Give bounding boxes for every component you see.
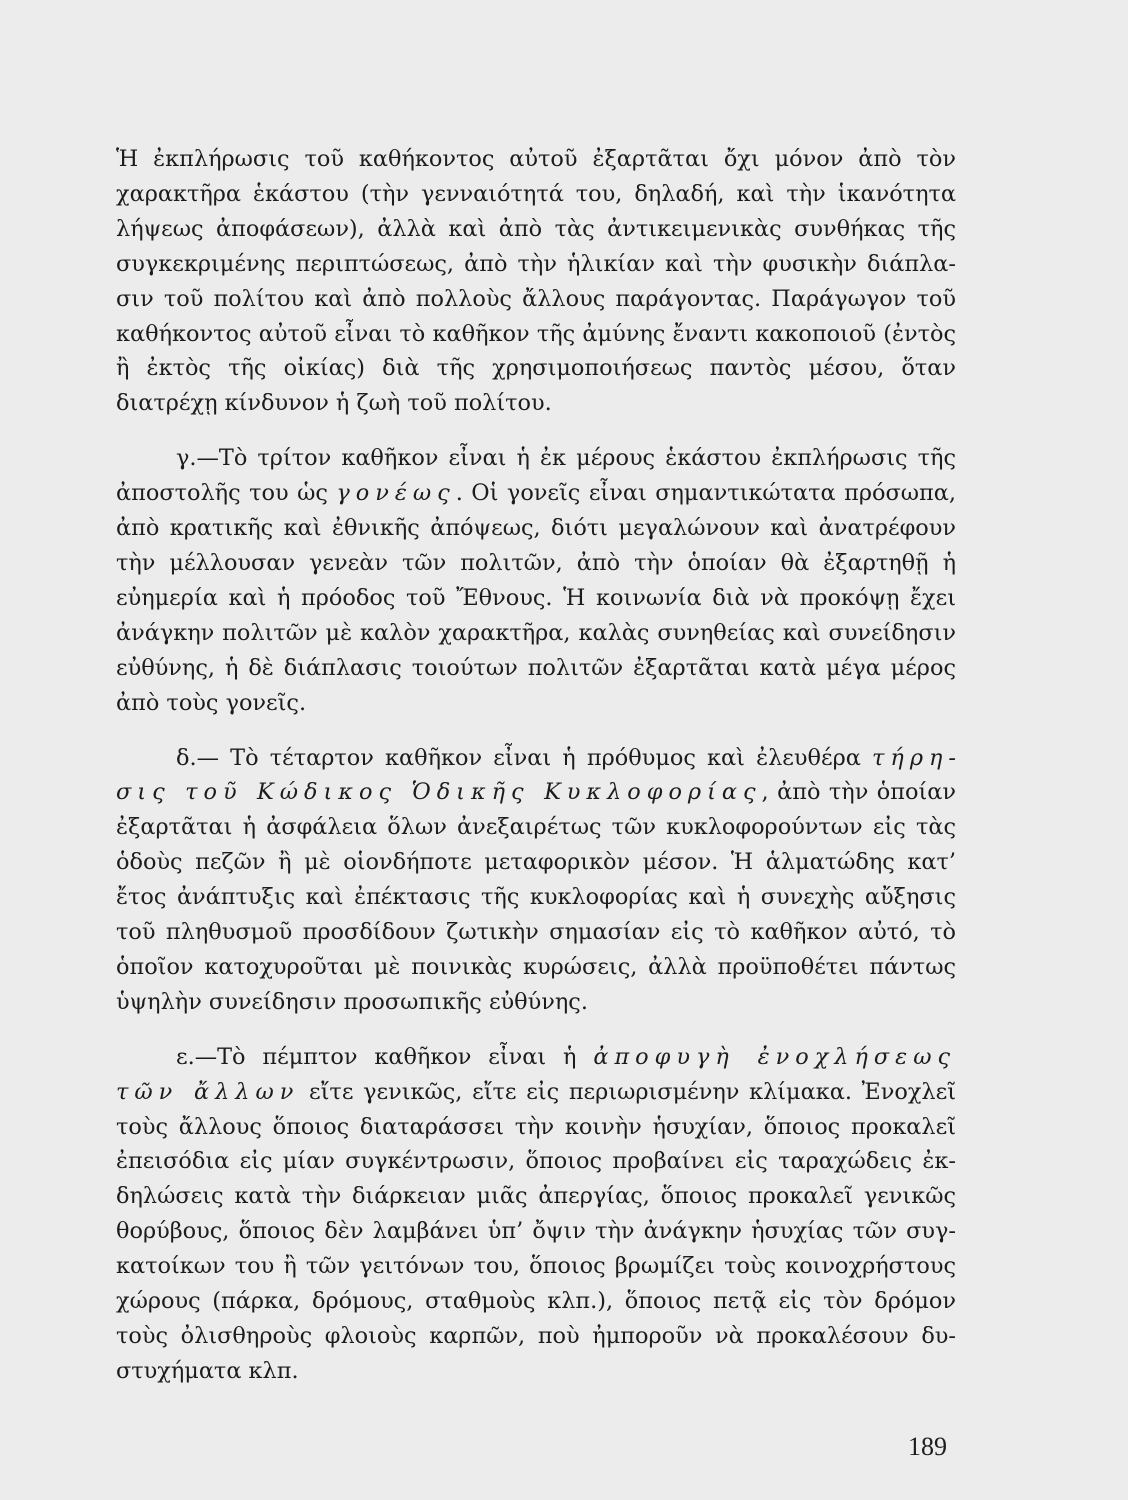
- paragraph-traffic-code-duty: [116, 741, 956, 1020]
- emphasized-term: τήρησις τοῦ Κώδικος Ὁδικῆς Κυκλοφορίας: [116, 744, 956, 806]
- paragraph-parent-duty: [116, 441, 956, 720]
- paragraph-text: δ.— Τὸ τέταρτον καθῆκον εἶναι ἡ πρόθυμος καὶ ἐλευθέρα: [176, 744, 873, 771]
- emphasized-term: ἀποφυγὴ ἐνοχλήσεως τῶν ἄλλων: [116, 1043, 956, 1105]
- paragraph-text: γ.—Τὸ τρίτον καθῆκον εἶναι ἡ ἐκ μέρους ἑκάστου ἐκπλήρωσις τῆς ἀποστολῆς του ὡς: [116, 445, 956, 507]
- paragraph-text: εἴτε γενικῶς, εἴτε εἰς περιωρισμένην κλίμακα. Ἐνοχλεῖ τοὺς ἄλλους ὅποιος διαταράσσει τὴν κοινὴν ἡσυχίαν, ὅποιος προκαλεῖ ἐπεισόδια εἰς μίαν συγκέντρωσιν, ὅποιος προβαίνει εἰς ταραχώδεις ἐκδηλώσεις κατὰ τὴν διάρκειαν μιᾶς ἀπεργίας, ὅποιος προκαλεῖ γενικῶς θορύβους, ὅποιος δὲν λαμβάνει ὑπ’ ὄψιν τὴν ἀνάγκην ἡσυχίας τῶν συγκατοίκων του ἢ τῶν γειτόνων του, ὅποιος βρωμίζει τοὺς κοινοχρήστους χώρους (πάρκα, δρόμους, σταθμοὺς κλπ.), ὅποιος πετᾷ εἰς τὸν δρόμον τοὺς ὀλισθηροὺς φλοιοὺς καρπῶν, ποὺ ἠμποροῦν νὰ προκαλέσουν δυστυχήματα κλπ.: [116, 1078, 956, 1384]
- paragraph-text: ε.—Τὸ πέμπτον καθῆκον εἶναι ἡ: [176, 1043, 594, 1070]
- paragraph-text: Ἡ ἐκπλήρωσις τοῦ καθήκοντος αὐτοῦ ἐξαρτᾶται ὄχι μόνον ἀπὸ τὸν χαρακτῆρα ἑκάστου (τὴν γενναιότητά του, δηλαδή, καὶ τὴν ἱκανότητα λήψεως ἀποφάσεων), ἀλλὰ καὶ ἀπὸ τὰς ἀντικειμενικὰς συνθήκας τῆς συγκεκριμένης περιπτώσεως, ἀπὸ τὴν ἡλικίαν καὶ τὴν φυσικὴν διάπλασιν τοῦ πολίτου καὶ ἀπὸ πολλοὺς ἄλλους παράγοντας. Παράγωγον τοῦ καθήκοντος αὐτοῦ εἶναι τὸ καθῆκον τῆς ἀμύνης ἔναντι κακοποιοῦ (ἐντὸς ἢ ἐκτὸς τῆς οἰκίας) διὰ τῆς χρησιμοποιήσεως παντὸς μέσου, ὅταν διατρέχῃ κίνδυνον ἡ ζωὴ τοῦ πολίτου.: [116, 146, 956, 417]
- paragraph-text: . Οἱ γονεῖς εἶναι σημαντικώτατα πρόσωπα, ἀπὸ κρατικῆς καὶ ἐθνικῆς ἀπόψεως, διότι μεγαλώνουν καὶ ἀνατρέφουν τὴν μέλλουσαν γενεὰν τῶν πολιτῶν, ἀπὸ τὴν ὁποίαν θὰ ἐξαρτηθῇ ἡ εὐημερία καὶ ἡ πρόοδος τοῦ Ἔθνους. Ἡ κοινωνία διὰ νὰ προκόψῃ ἔχει ἀνάγκην πολιτῶν μὲ καλὸν χαρακτῆρα, καλὰς συνηθείας καὶ συνείδησιν εὐθύνης, ἡ δὲ διάπλασις τοιούτων πολιτῶν ἐξαρτᾶται κατὰ μέγα μέρος ἀπὸ τοὺς γονεῖς.: [116, 480, 956, 716]
- page-number: 189: [908, 1432, 947, 1461]
- paragraph-avoid-disturbance-duty: [116, 1040, 956, 1389]
- emphasized-term: γονέως: [336, 480, 456, 507]
- body-text: [116, 142, 956, 1389]
- paragraph-text: , ἀπὸ τὴν ὁποίαν ἐξαρτᾶται ἡ ἀσφάλεια ὅλων ἀνεξαιρέτως τῶν κυκλοφορούντων εἰς τὰς ὁδοὺς πεζῶν ἢ μὲ οἱονδήποτε μεταφορικὸν μέσον. Ἡ ἁλματώδης κατ’ ἔτος ἀνάπτυξις καὶ ἐπέκτασις τῆς κυκλοφορίας καὶ ἡ συνεχὴς αὔξησις τοῦ πληθυσμοῦ προσδίδουν ζωτικὴν σημασίαν εἰς τὸ καθῆκον αὐτό, τὸ ὁποῖον κατοχυροῦται μὲ ποινικὰς κυρώσεις, ἀλλὰ προϋποθέτει πάντως ὑψηλὴν συνείδησιν προσωπικῆς εὐθύνης.: [116, 779, 956, 1015]
- paragraph-duty-fulfillment: [116, 142, 956, 421]
